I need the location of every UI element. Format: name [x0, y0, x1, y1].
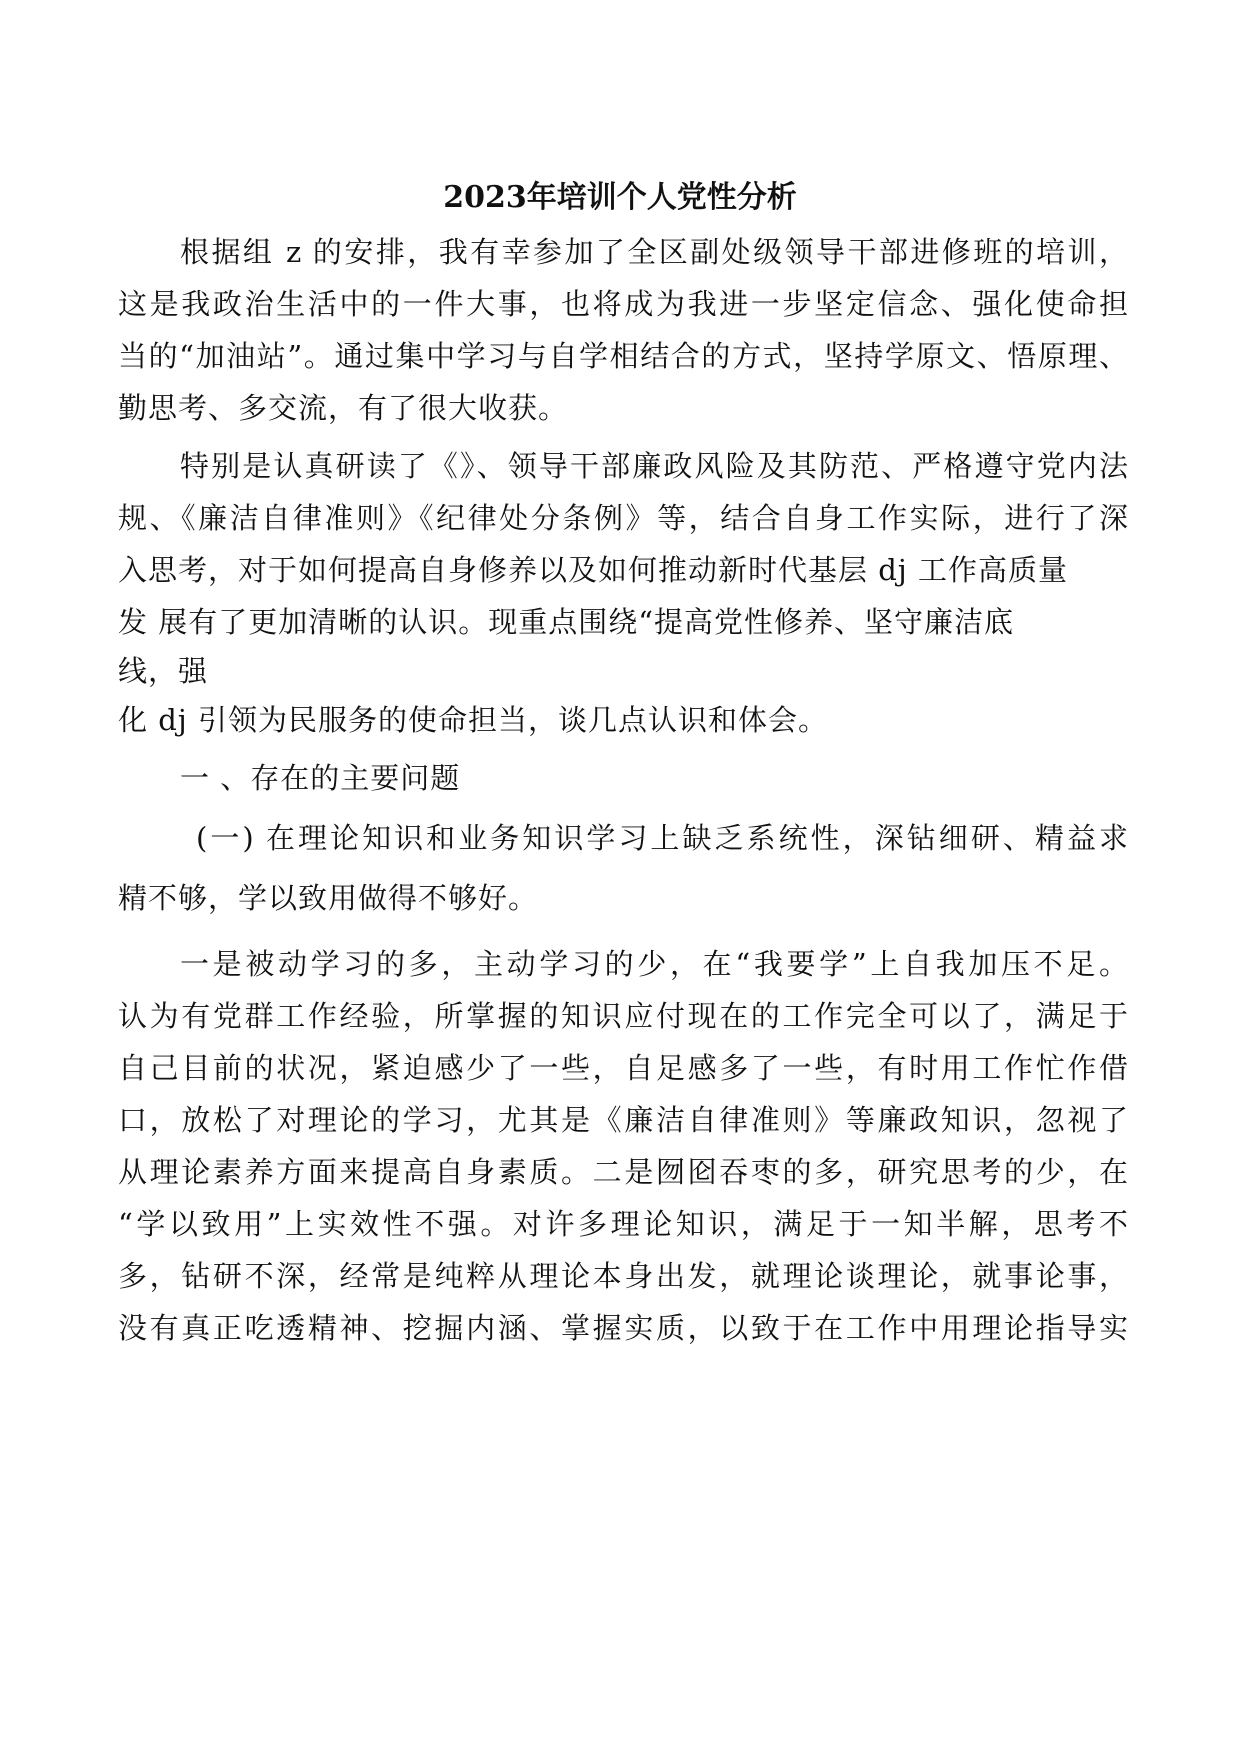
paragraph-line: 当的“加油站”。通过集中学习与自学相结合的方式，坚持学原文、悟原理、 [118, 339, 1128, 373]
subsection-heading-line: 精不够，学以致用做得不够好。 [118, 881, 539, 915]
subsection-heading: (一) 在理论知识和业务知识学习上缺乏系统性，深钻细研、精益求 [196, 821, 1128, 855]
paragraph-line: 发 展有了更加清晰的认识。现重点围绕“提高党性修养、坚守廉洁底 [118, 605, 1015, 639]
paragraph-line: 口，放松了对理论的学习，尤其是《廉洁自律准则》等廉政知识，忽视了 [118, 1103, 1128, 1137]
paragraph-line: 自己目前的状况，紧迫感少了一些，自足感多了一些，有时用工作忙作借 [118, 1051, 1128, 1085]
paragraph-line: 化 dj 引领为民服务的使命担当，谈几点认识和体会。 [118, 703, 828, 737]
paragraph-line: 勤思考、多交流，有了很大收获。 [118, 391, 569, 425]
paragraph-line: 特别是认真研读了《》、领导干部廉政风险及其防范、严格遵守党内法 [180, 449, 1128, 483]
paragraph-line: 入思考，对于如何提高自身修养以及如何推动新时代基层 dj 工作高质量 [118, 553, 1068, 587]
paragraph-line: 规、《廉洁自律准则》《纪律处分条例》等，结合自身工作实际，进行了深 [118, 501, 1128, 535]
paragraph-line: 这是我政治生活中的一件大事，也将成为我进一步坚定信念、强化使命担 [118, 287, 1128, 321]
paragraph-line: “学以致用”上实效性不强。对许多理论知识，满足于一知半解，思考不 [118, 1207, 1128, 1241]
paragraph-line: 多，钻研不深，经常是纯粹从理论本身出发，就理论谈理论，就事论事， [118, 1259, 1128, 1293]
paragraph-line: 线，强 [118, 654, 209, 688]
paragraph-line: 根据组 z 的安排，我有幸参加了全区副处级领导干部进修班的培训， [180, 235, 1128, 269]
document-title: 2023年培训个人党性分析 [443, 180, 797, 215]
paragraph-line: 没有真正吃透精神、挖掘内涵、掌握实质，以致于在工作中用理论指导实 [118, 1311, 1128, 1345]
section-heading: 一 、存在的主要问题 [180, 761, 461, 795]
paragraph-line: 一是被动学习的多，主动学习的少，在“我要学”上自我加压不足。 [180, 947, 1128, 981]
paragraph-line: 认为有党群工作经验，所掌握的知识应付现在的工作完全可以了，满足于 [118, 999, 1128, 1033]
paragraph-line: 从理论素养方面来提高自身素质。二是囫囵吞枣的多，研究思考的少，在 [118, 1155, 1128, 1189]
